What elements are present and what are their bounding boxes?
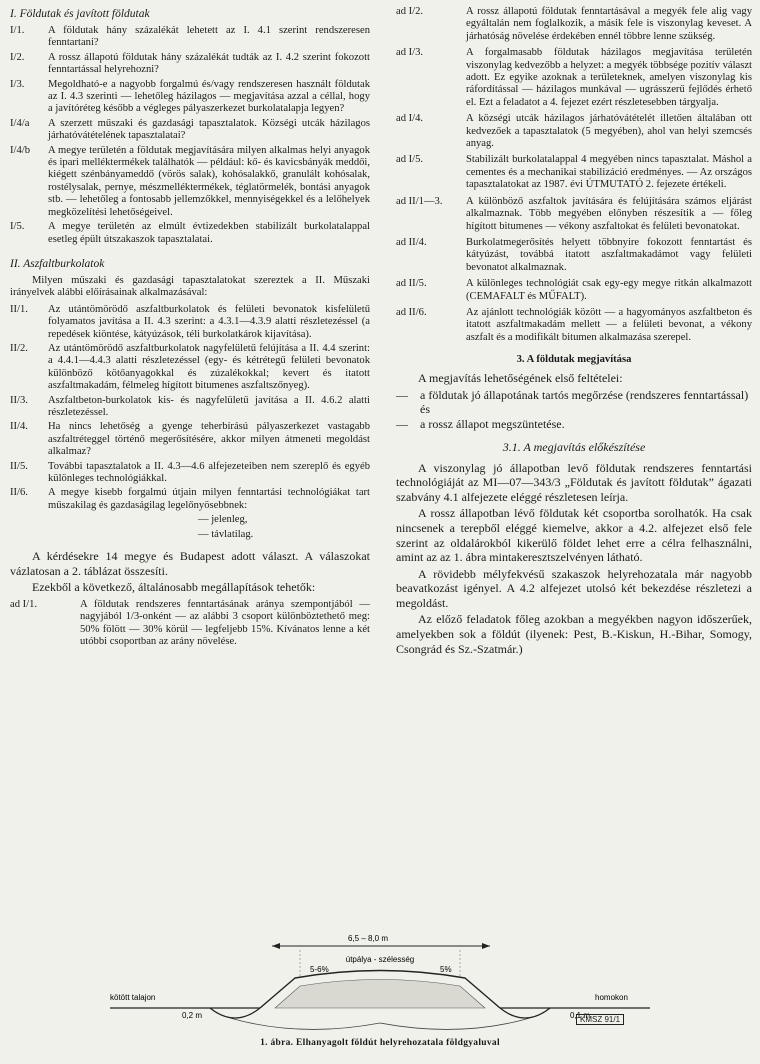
question-entry bbox=[10, 487, 370, 512]
paragraph: A rossz állapotban lévő földutak két csoportba sorolhatók. Ha csak nincsenek a terepből eléggé kiemelve, akkor a 4.2. alfejezet első fele szerint az oldalárokból kikerülő földet lehet erre a célra felhasználni, amint az az 1. ábra mintakeresztszelvényen látható. bbox=[396, 506, 752, 565]
question-entry bbox=[10, 52, 370, 77]
arrow-right bbox=[482, 943, 490, 949]
bullet-text: a földutak jó állapotának tartós megőrzése (rendszeres fenntartással) és bbox=[420, 387, 749, 417]
question-entry bbox=[10, 461, 370, 486]
question-code: I/2. bbox=[10, 51, 25, 63]
question-text: A szerzett műszaki és gazdasági tapasztalatok. Községi utcák házilagos járhatóvátételének tapasztalatai? bbox=[48, 117, 370, 142]
question-text: Megoldható-e a nagyobb forgalmú és/vagy rendszeresen használt földutak az I. 4.3 szerinti — lehetőleg házilagos — megjavítása azzal a céllal, hogy a javítóréteg később a végleges pályaszerkezet burkolatalapja legyen? bbox=[48, 78, 370, 115]
question-entry bbox=[10, 25, 370, 50]
question-code: I/5. bbox=[10, 221, 25, 233]
question-code: II/2. bbox=[10, 342, 28, 354]
section-3-title: 3. A földutak megjavítása bbox=[516, 354, 632, 366]
left-soil-label: kötött talajon bbox=[110, 993, 156, 1002]
conclusion-intro: Ezekből a következő, általánosabb megállapítások tehetők: bbox=[32, 580, 316, 595]
paragraph: Az előző feladatok főleg azokban a megyékben nagyon időszerűek, amelyekben sok a földút (ilyenek: Pest, B.-Kiskun, H.-Bihar, Somogy, Csongrád és Sz.-Szatmár.) bbox=[396, 612, 752, 656]
conclusion-text: Burkolatmegerősítés helyett többnyire fokozott fenntartást és kátyúzást, továbbá itatott aszfaltmakadámot vagy felületi bevonatot alkalmaznak. bbox=[466, 236, 752, 273]
figure-caption: 1. ábra. Elhanyagolt földút helyrehozatala földgyaluval bbox=[260, 1038, 500, 1048]
conclusion-code: ad I/4. bbox=[396, 113, 424, 125]
section-1-title: I. Földutak és javított földutak bbox=[10, 8, 150, 20]
bullet-item: — a rossz állapot megszüntetése. bbox=[396, 417, 752, 432]
conclusion-code: ad II/6. bbox=[396, 306, 427, 318]
left-column bbox=[10, 6, 370, 648]
section-3-1-title: 3.1. A megjavítás előkészítése bbox=[502, 439, 646, 454]
question-entry bbox=[10, 304, 370, 341]
bullet-item: — a földutak jó állapotának tartós megőrzése (rendszeres fenntartással) és bbox=[396, 388, 752, 417]
conclusion-text: Az ajánlott technológiák között — a hagyományos aszfaltbeton és itatott aszfaltmakadám mellett — a felületi bevonat, a vékony aszfalt és a modifikált bitumen alkalmazása szerepel. bbox=[466, 306, 752, 343]
right-depth-label: 0,1 m bbox=[570, 1011, 591, 1020]
cut-line-right bbox=[380, 1018, 530, 1029]
cut-line-left bbox=[230, 1018, 380, 1029]
answer-note: A kérdésekre 14 megye és Budapest adott választ. A válaszokat vázlatosan a 2. táblázat összesíti. bbox=[10, 549, 370, 578]
conclusion-code: ad II/4. bbox=[396, 236, 427, 248]
conclusion-text: A rossz állapotú földutak fenntartásával a megyék fele alig vagy egyáltalán nem foglalkozik, a másik fele is viszonylag keveset. A járhatóság növelése érdekében ennél többre lenne szükség. bbox=[466, 6, 752, 42]
question-text: A rossz állapotú földutak hány százalékát tudták az I. 4.2 szerint fokozott fenntartással helyrehozni? bbox=[48, 51, 370, 76]
conclusion-text: A községi utcák házilagos járhatóvátételét illetően általában ott kedvezőek a tapasztalatok (5 megyében), ahol van helyi szemcsés anyag. bbox=[466, 113, 752, 150]
sub-item-text: — jelenleg, bbox=[198, 514, 248, 526]
question-text: A földutak hány százalékát lehetett az I. 4.1 szerint rendszeresen fenntartani? bbox=[48, 25, 370, 49]
section-2-intro: Milyen műszaki és gazdasági tapasztalatokat szereztek a II. Műszaki irányelvek alábbi előírásainak alkalmazásával: bbox=[10, 274, 370, 299]
question-text: Az utántömörödő aszfaltburkolatok és felületi bevonatok kisfelületű folyamatos javítása a II. 4.3 szerint: a 4.3.1—4.3.9 alatti részletezéssel (a repedések kiöntése, kátyúzások, téli burkolatkárok kijavítása). bbox=[48, 303, 370, 340]
right-soil-label: homokon bbox=[595, 993, 628, 1002]
left-depth-label: 0,2 m bbox=[182, 1011, 203, 1020]
question-code: I/1. bbox=[10, 25, 25, 36]
question-text: A megye területén az elmúlt évtizedekben stabilizált burkolatalappal esetleg épült útszakaszok tapasztalatai. bbox=[48, 221, 370, 245]
question-entry bbox=[10, 343, 370, 393]
bullet-text: a rossz állapot megszüntetése. bbox=[420, 416, 565, 431]
conclusion-code: ad II/5. bbox=[396, 278, 427, 290]
question-entry bbox=[10, 395, 370, 420]
conclusion-text: A földutak rendszeres fenntartásának aránya szempontjából — nagyjából 1/3-onként — az alábbi 3 csoport különböztethető meg: 50% fölött — 30% körül — legfeljebb 15%. Kívánatos lenne a két utóbbi csoportban az arány növelése. bbox=[80, 598, 370, 648]
question-text: További tapasztalatok a II. 4.3—4.6 alfejezeteiben nem szereplő és egyéb különleges technológiákkal. bbox=[48, 460, 370, 484]
conclusion-code: ad II/1—3. bbox=[396, 195, 443, 207]
conclusion-text: A forgalmasabb földutak házilagos megjavítása területén viszonylag kedvezőbb a helyzet: a megyék többsége pozitív választ adott. Ez egyike azoknak a területeknek, amelyen viszonylag kis ráfordítással — házilagos munkával — ugrásszerű fejlődés érhető el. Ezt a feladatot a 4. fejezet ezért részletesebben tárgyalja. bbox=[466, 47, 752, 108]
paragraph: A viszonylag jó állapotban levő földutak rendszeres fenntartási technológiáját az MI—07—343/3 „Földutak és javított földutak” ágazati szabvány 4.1 alfejezete eléggé részletesen leírja. bbox=[396, 460, 752, 504]
question-code: II/5. bbox=[10, 460, 28, 472]
right-column bbox=[396, 6, 752, 658]
road-fill bbox=[275, 980, 485, 1009]
question-entry bbox=[10, 79, 370, 116]
question-text: A megye kisebb forgalmú útjain milyen fenntartási technológiákat tart műszakilag és gazdaságilag legelőnyösebbnek: bbox=[48, 487, 370, 511]
slope-left-label: 5-6% bbox=[310, 965, 329, 974]
conclusion-entry bbox=[396, 6, 752, 43]
conclusion-code: ad I/5. bbox=[396, 154, 424, 166]
conclusion-entry bbox=[396, 47, 752, 109]
arrow-left bbox=[272, 943, 280, 949]
ditch-right bbox=[500, 1008, 550, 1018]
question-text: A megye területén a földutak megjavítására milyen alkalmas helyi anyagok és ipari melléktermékek találhatók — például: kő- és kavicsbányák meddői, kiégett szénbányameddő (vörös salak), kohósalakkő, granulált kohósalak, rostélysalak, pernye, mészmelléktermékek, téglatörmelék, bontási anyagok stb. — lehetőleg a fontosabb jellemzőkkel, mennyiségekkel és a lelőhelyek megközelítési lehetőségeivel. bbox=[48, 144, 370, 218]
conclusion-code: ad I/3. bbox=[396, 47, 424, 59]
question-code: II/4. bbox=[10, 421, 28, 433]
question-text: Ha nincs lehetőség a gyenge teherbírású pályaszerkezet vastagabb aszfaltréteggel történő megerősítésére, akkor milyen átmeneti megoldást alkalmaz? bbox=[48, 421, 370, 458]
sub-item bbox=[10, 529, 370, 541]
question-entry bbox=[10, 421, 370, 458]
conclusion-code: ad I/1. bbox=[10, 598, 38, 610]
conclusion-text: A különböző aszfaltok javítására és felújítására számos eljárást alkalmaznak. Több megyében előnyben részesítik a — főleg hígított bitumenes — vékony aszfaltokat és felületi bevonatokat. bbox=[466, 195, 752, 232]
ditch-left bbox=[210, 1008, 260, 1018]
conclusion-entry bbox=[396, 307, 752, 344]
question-entry bbox=[10, 145, 370, 219]
question-code: II/3. bbox=[10, 394, 28, 406]
question-entry bbox=[10, 118, 370, 143]
question-code: I/3. bbox=[10, 78, 25, 90]
conclusion-text: A különleges technológiát csak egy-egy megye ritkán alkalmazott (CEMAFALT és MŰFALT). bbox=[466, 278, 752, 302]
section-2-list bbox=[10, 304, 370, 541]
conclusion-entry bbox=[396, 196, 752, 233]
question-text: Az utántömörödő aszfaltburkolatok nagyfelületű felújítása a II. 4.4 szerint: a 4.4.1—4.4.3 alatti részletezéssel (egy- és kétrétegű felületi bevonatok különböző kötőanyagokkal és zúzalékokkal; kevert és itatott aszfaltmakadám, félmeleg hígított bitumenes aszfaltszőnyeg). bbox=[48, 342, 370, 392]
question-code: I/4/b bbox=[10, 144, 31, 156]
conclusion-entry bbox=[396, 237, 752, 274]
question-entry bbox=[10, 221, 370, 246]
paragraph: A rövidebb mélyfekvésű szakaszok helyrehozatala már nagyobb beavatkozást igényel. A 4.2 alfejezet utolsó két bekezdése részletezi a megoldást. bbox=[396, 566, 752, 610]
slope-right-label: 5% bbox=[440, 965, 452, 974]
conclusion-entry bbox=[396, 113, 752, 150]
section-2-title: II. Aszfaltburkolatok bbox=[10, 257, 105, 270]
sub-item-text: — távlatilag. bbox=[198, 528, 254, 540]
conclusion-text: Stabilizált burkolatalappal 4 megyében nincs tapasztalat. Máshol a cementes és a mechanikai stabilizáció eredményes. — Az országos tapasztalatokat az 1987. évi ÚTMUTATÓ 2. fejezete értékeli. bbox=[466, 154, 752, 191]
conclusion-entry bbox=[10, 599, 370, 649]
figure-stamp: KMSZ 91/1 bbox=[576, 1014, 624, 1025]
conclusion-list bbox=[396, 6, 752, 344]
question-code: II/6. bbox=[10, 487, 28, 499]
conclusion-code: ad I/2. bbox=[396, 6, 424, 17]
inner-label: útpálya - szélesség bbox=[345, 955, 415, 964]
conclusion-entry bbox=[396, 154, 752, 191]
question-code: II/1. bbox=[10, 303, 28, 315]
section-1-list bbox=[10, 25, 370, 246]
width-label: 6,5 – 8,0 m bbox=[347, 934, 389, 943]
question-code: I/4/a bbox=[10, 117, 30, 129]
section-3-intro: A megjavítás lehetőségének első feltételei: bbox=[418, 371, 623, 386]
conclusion-entry bbox=[396, 278, 752, 303]
question-text: Aszfaltbeton-burkolatok kis- és nagyfelületű javítása a II. 4.6.2 alatti részletezéssel. bbox=[48, 394, 370, 418]
sub-item bbox=[10, 514, 370, 526]
